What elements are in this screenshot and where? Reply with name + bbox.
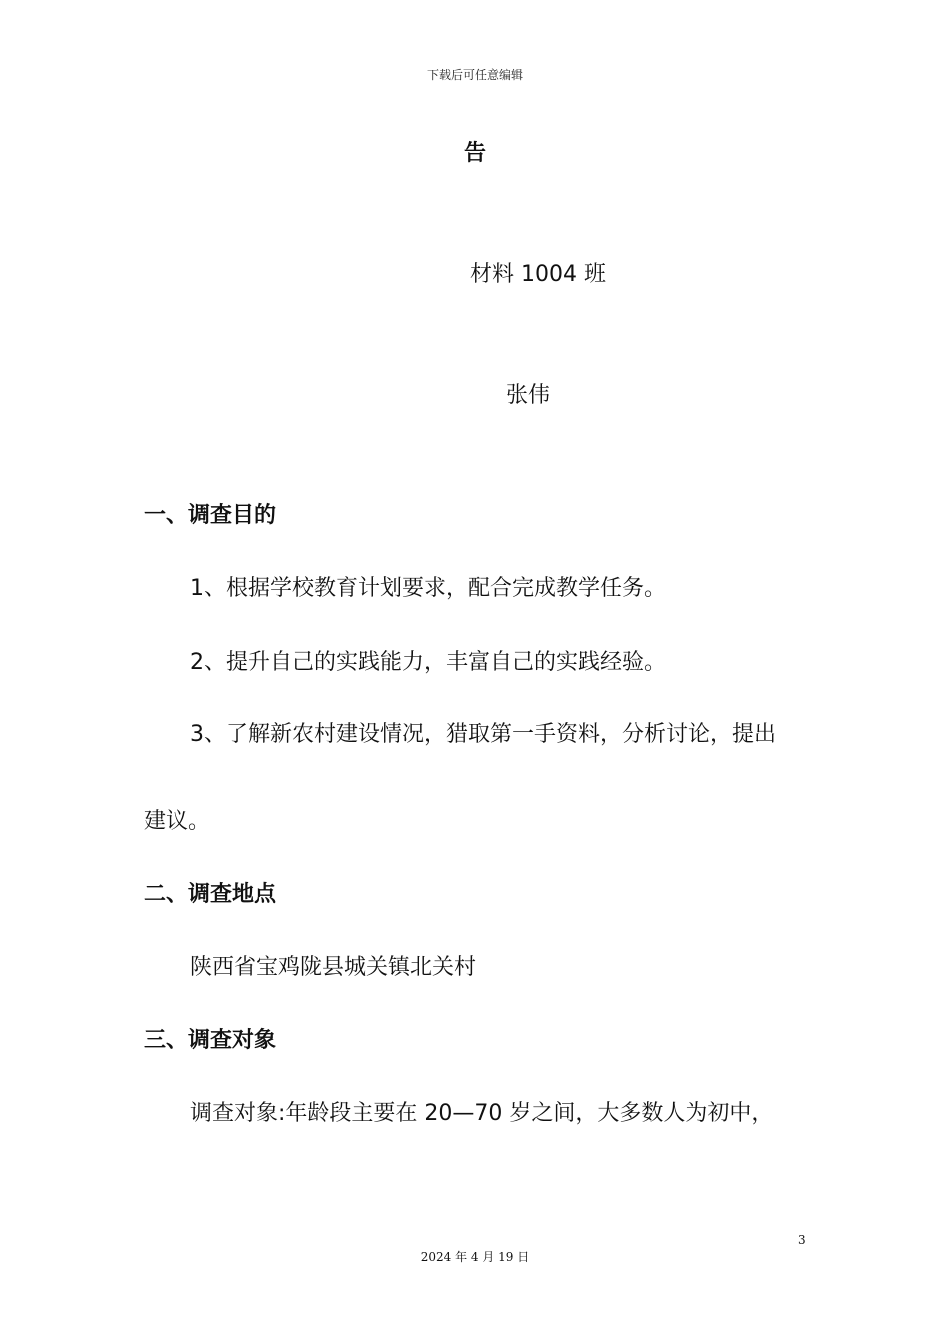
page-number: 3 (798, 1233, 806, 1247)
page-header-note: 下载后可任意编辑 (426, 68, 523, 82)
purpose-item-3-continued: 建议。 (144, 809, 211, 834)
section-heading-location: 二、调查地点 (144, 882, 277, 907)
purpose-item-3: 3、了解新农村建设情况，猎取第一手资料，分析讨论，提出 (190, 722, 776, 747)
purpose-item-1: 1、根据学校教育计划要求，配合完成教学任务。 (190, 576, 666, 601)
section-heading-subjects: 三、调查对象 (144, 1028, 277, 1053)
document-title: 告 (463, 141, 486, 166)
section-heading-purpose: 一、调查目的 (144, 503, 277, 528)
location-text: 陕西省宝鸡陇县城关镇北关村 (190, 955, 477, 980)
subjects-text: 调查对象:年龄段主要在 20—70 岁之间，大多数人为初中， (190, 1101, 774, 1126)
footer-date: 2024 年 4 月 19 日 (420, 1250, 530, 1264)
class-name: 材料 1004 班 (470, 262, 606, 287)
purpose-item-2: 2、提升自己的实践能力，丰富自己的实践经验。 (190, 650, 666, 675)
author-name: 张伟 (506, 383, 551, 408)
